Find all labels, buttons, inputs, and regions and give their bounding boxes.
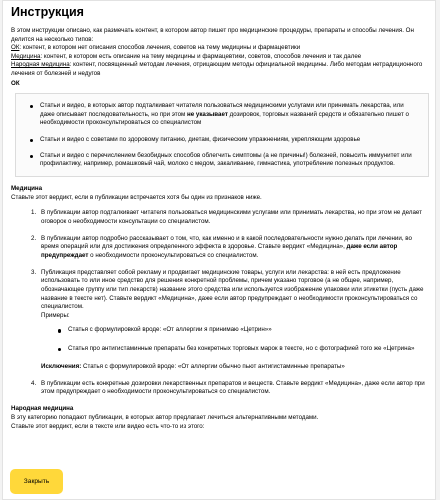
ok-bullet: Статьи и видео с советами по здоровому питанию, диетам, физическим упражнениям, укрепляющим здоровье — [40, 136, 420, 145]
medicine-heading: Медицина — [11, 184, 43, 192]
ok-heading: ОК — [11, 79, 20, 87]
exclusion-label: Исключения: — [41, 362, 82, 370]
criteria-text-end: о необходимости проконсультироваться со специалистом. — [88, 251, 259, 259]
page-title: Инструкция — [11, 5, 84, 19]
examples-list — [41, 326, 429, 353]
medicine-criteria-list — [11, 209, 429, 397]
criteria-bold: даже если автор предупреждает — [41, 243, 398, 259]
item-number: 1. — [31, 209, 37, 217]
ok-bullet: Статьи и видео с перечислением безобидных способов облегчить симптомы (а не причины!) болезней, повысить иммунитет или профилактику, например, ромашковый чай, молоко с медом, закаливание, гимнастика, употребление полезных продуктов. — [40, 152, 420, 169]
ok-bullet-text-end: дозировок, торговых названий средств и обязательно пишет о необходимости проконсультироваться со специалистом — [40, 110, 409, 127]
ok-bullet — [40, 102, 420, 128]
item-number: 2. — [31, 234, 37, 242]
close-button[interactable]: Закрыть — [10, 469, 63, 494]
type-ok — [11, 44, 429, 53]
exclusion — [41, 363, 429, 372]
example-item: Статья с формулировкой вроде: «От аллергии я принимаю «Цетрин»» — [67, 326, 429, 335]
type-ok-desc: : контент, в котором нет описания способов лечения, советов на тему медицины и фармацевтики — [19, 44, 301, 52]
folk-lead: Ставьте этот вердикт, если в тексте или видео есть что-то из этого: — [11, 422, 205, 430]
folk-heading: Народная медицина — [11, 405, 74, 413]
ok-bullet-bold: не указывает — [187, 110, 228, 118]
instruction-content — [11, 5, 429, 431]
type-medicine-name: Медицина — [11, 52, 41, 60]
ok-examples-box — [15, 93, 429, 177]
type-folk — [11, 61, 429, 78]
folk-text: В эту категорию попадают публикации, в которых автор предлагает лечиться альтернативными методами. — [11, 413, 319, 421]
type-medicine — [11, 53, 429, 62]
type-medicine-desc: : контент, в котором есть описание на тему медицины и фармацевтики, советов, способов лечения и так далее — [40, 52, 362, 60]
type-folk-desc: : контент, посвященный методам лечения, отрицающим методы официальной медицины. Либо методам нетрадиционного лечения от болезней и недугов — [11, 61, 423, 77]
type-folk-name: Народная медицина — [11, 61, 70, 69]
criteria-text: В публикации автор подробно рассказывает о том, что, как именно и в какой последовательности нужно делать при лечении, во время операций или для достижения определенного эффекта в здоровье. Ставьте вердикт «Медицина», — [41, 234, 412, 251]
criteria-item — [31, 209, 429, 226]
item-number: 3. — [31, 268, 37, 276]
item-number: 4. — [31, 379, 37, 387]
exclusion-text: Статья с формулировкой вроде: «От аллергии обычно пьют антигистаминные препараты» — [81, 362, 345, 370]
criteria-text: Публикация представляет собой рекламу и продвигает медицинские товары, услуги или лекарства: в ней есть предложение использовать то или иное средство для решения конкретной проблемы, причем указано торговое (а не общее, например, обозначающее группу или тип лекарств) название этого средства или используется изображение упаковки или этикетки (пусть даже название в тексте нет). Ставьте вердикт «Медицина», даже если автор предупреждает о необходимости проконсультироваться со специалистом. — [41, 268, 424, 311]
criteria-text: В публикации есть конкретные дозировки лекарственных препаратов и веществ. Ставьте вердикт «Медицина», даже если автор при этом предупреждает о необходимости проконсультироваться со специалистом. — [41, 379, 425, 396]
examples-label: Примеры: — [41, 311, 70, 319]
criteria-item — [31, 379, 429, 397]
criteria-text: В публикации автор подталкивает читателя пользоваться медицинскими услугами или принимать лекарства, но при этом не делает оговорок о необходимости консультации со специалистом. — [41, 209, 423, 225]
instruction-panel — [2, 0, 436, 500]
intro-text: В этом инструкции описано, как размечать контент, в котором автор пишет про медицинские процедуры, препараты и способы лечения. Он делится на несколько типов: — [11, 27, 414, 43]
medicine-lead: Ставьте этот вердикт, если в публикации встречается хотя бы один из признаков ниже. — [11, 193, 262, 201]
type-ok-name: ОК — [11, 44, 20, 52]
example-item: Статья про антигистаминные препараты без конкретных торговых марок в тексте, но с фотографией того же «Цетрина» — [67, 345, 429, 354]
criteria-item — [31, 268, 429, 372]
ok-bullet-text: Статьи и видео, в которых автор подталкивает читателя пользоваться медицинскими услугами или принимать лекарства, или даже описывает последовательность, но при этом — [40, 102, 404, 118]
criteria-item — [31, 234, 429, 261]
